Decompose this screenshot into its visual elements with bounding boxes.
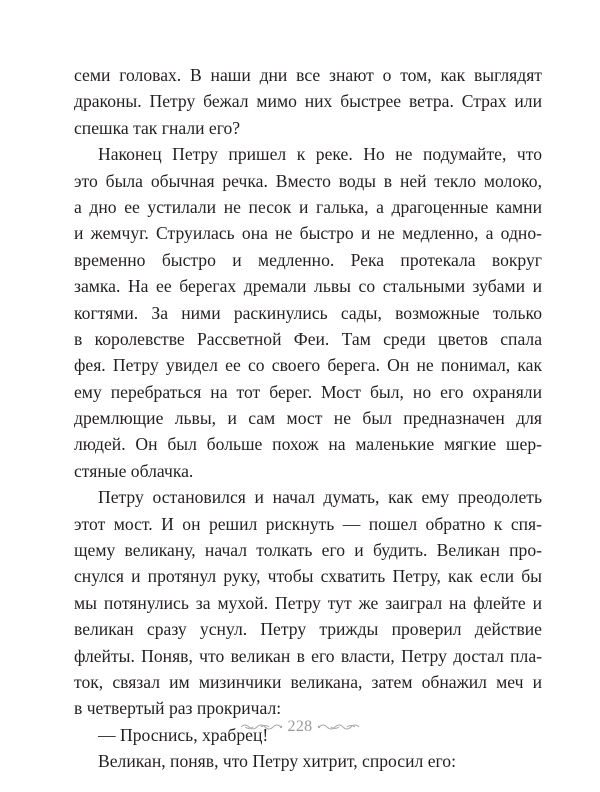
text-line: этот мост. И он решил рискнуть — пошел обратно к спя- (74, 513, 542, 534)
text-line: Наконец Петру пришел к реке. Но не подумайте, что (98, 144, 542, 165)
text-line: ему перебраться на тот берег. Мост был, но его охраняли (74, 381, 542, 402)
text-line: в королевстве Рассветной Феи. Там среди цветов спала (74, 328, 542, 349)
text-line: временно быстро и медленно. Река протекала вокруг (74, 249, 542, 270)
text-line: а дно ее устилали не песок и галька, а драгоценные камни (74, 196, 542, 217)
text-line: это была обычная речка. Вместо воды в ней текло молоко, (74, 170, 542, 191)
page-text (74, 62, 542, 775)
text-line: снулся и протянул руку, чтобы схватить Петру, как если бы (74, 566, 542, 587)
page-footer (0, 716, 600, 738)
right-ornament-icon (317, 721, 361, 733)
page-number: 228 (287, 718, 313, 735)
text-line: людей. Он был больше похож на маленькие мягкие шер- (74, 434, 542, 455)
text-line: спешка так гнали его? (74, 117, 241, 138)
text-line: фея. Петру увидел ее со своего берега. Он не понимал, как (74, 355, 542, 376)
left-ornament-icon (239, 721, 283, 733)
text-line: — Проснись, храбрец! (98, 724, 269, 745)
text-line: Великан, поняв, что Петру хитрит, спросил его: (98, 751, 456, 772)
text-line: семи головах. В наши дни все знают о том, как выглядят (74, 65, 542, 85)
text-line: мы потянулись за мухой. Петру тут же заиграл на флейте и (74, 592, 542, 613)
text-line: когтями. За ними раскинулись сады, возможные только (74, 302, 542, 323)
text-line: щему великану, начал толкать его и будить. Великан про- (74, 540, 542, 561)
text-line: и жемчуг. Струилась она не быстро и не медленно, а одно- (74, 223, 542, 244)
text-line: ток, связал им мизинчики великана, затем обнажил меч и (74, 671, 542, 692)
text-line: Петру остановился и начал думать, как ему преодолеть (98, 487, 542, 508)
text-line: великан сразу уснул. Петру трижды проверил действие (74, 619, 542, 640)
text-line: дремлющие львы, и сам мост не был предназначен для (74, 408, 542, 429)
text-line: драконы. Петру бежал мимо них быстрее ветра. Страх или (74, 91, 542, 112)
text-line: замка. На ее берегах дремали львы со стальными зубами и (74, 276, 542, 297)
text-line: в четвертый раз прокричал: (74, 698, 282, 719)
text-line: стяные облачка. (74, 460, 194, 481)
text-line: флейты. Поняв, что великан в его власти, Петру достал пла- (74, 645, 542, 666)
